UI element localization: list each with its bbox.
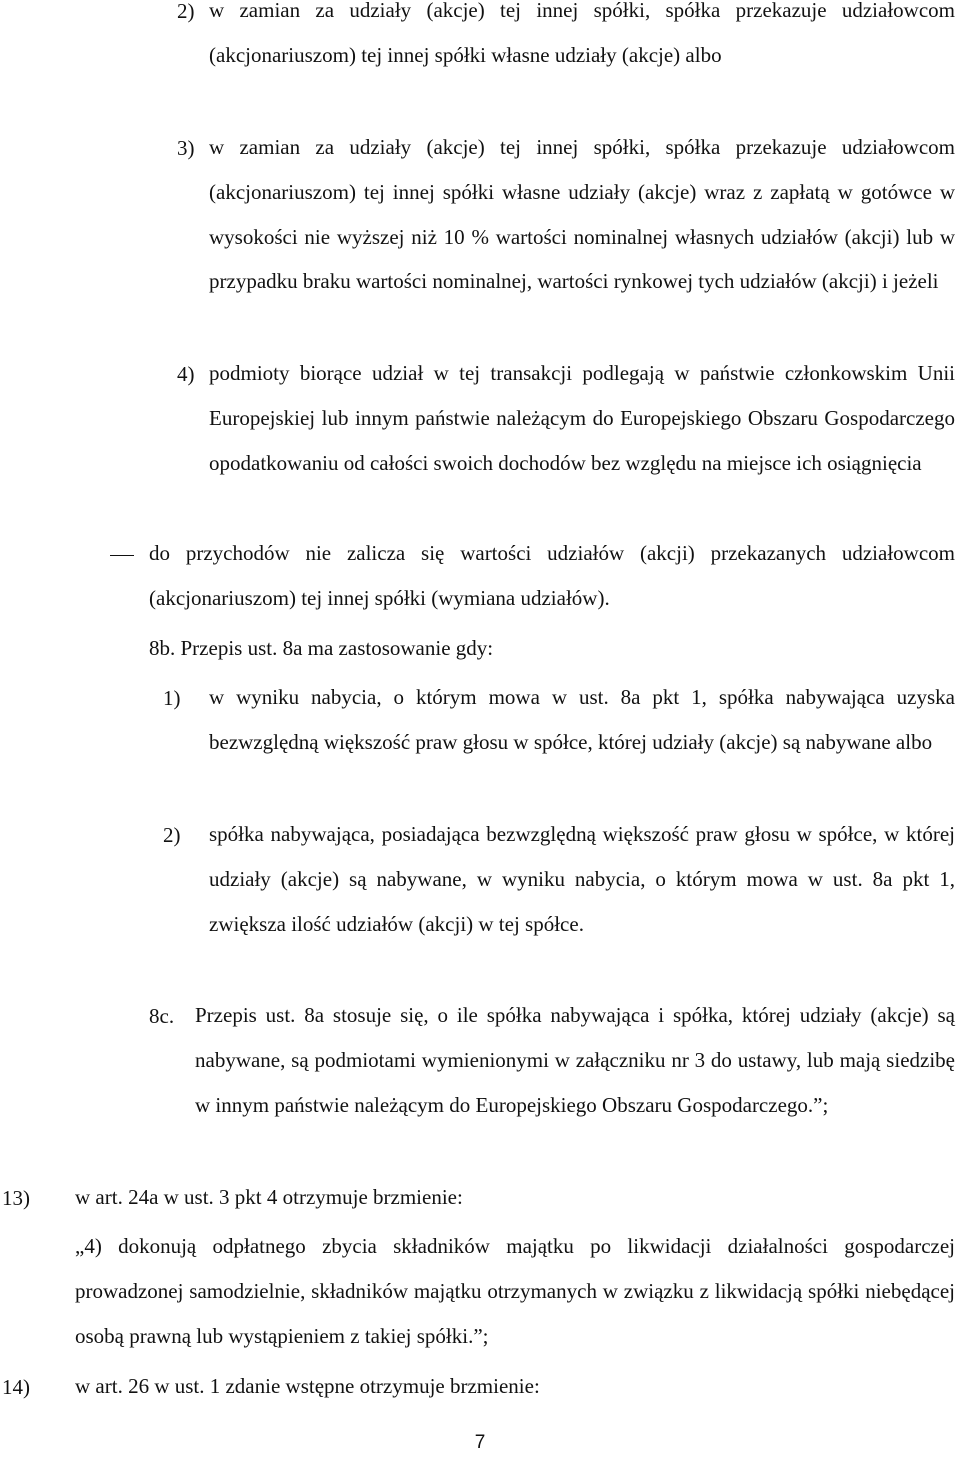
- item-8b-2-text: spółka nabywająca, posiadająca bezwzględną większość praw głosu w spółce, w której udziały (akcje) są nabywane, w wyniku nabycia, o którym mowa w ust. 8a pkt 1, zwiększa ilość udziałów (akcji) w tej spółce.: [209, 822, 955, 936]
- item-3-number: 3): [177, 136, 195, 160]
- item-2-text: w zamian za udziały (akcje) tej innej spółki, spółka przekazuje udziałowcom (akcjonariuszom) tej innej spółki własne udziały (akcje) albo: [209, 0, 955, 67]
- item-4-number: 4): [177, 362, 195, 386]
- item-8b-1-text: w wyniku nabycia, o którym mowa w ust. 8a pkt 1, spółka nabywająca uzyska bezwzględną większość praw głosu w spółce, której udziały (akcje) są nabywane albo: [209, 685, 955, 754]
- item-8b-1-number: 1): [163, 686, 181, 710]
- item-3-text: w zamian za udziały (akcje) tej innej spółki, spółka przekazuje udziałowcom (akcjonariuszom) tej innej spółki własne udziały (akcje) wraz z zapłatą w gotówce w wysokości nie wyższej niż 10 % wartości nominalnej własnych udziałów (akcji) lub w przypadku braku wartości nominalnej, wartości rynkowej tych udziałów (akcji) i jeżeli: [209, 135, 955, 294]
- paragraph-8b: 8b. Przepis ust. 8a ma zastosowanie gdy:: [149, 636, 494, 660]
- page-number: 7: [474, 1432, 486, 1453]
- dash-paragraph: do przychodów nie zalicza się wartości udziałów (akcji) przekazanych udziałowcom (akcjonariuszom) tej innej spółki (wymiana udziałów).: [149, 541, 955, 610]
- point-13-quote: „4) dokonują odpłatnego zbycia składników majątku po likwidacji działalności gospodarczej prowadzonej samodzielnie, składników majątku otrzymanych w związku z likwidacją spółki niebędącej osobą prawną lub wystąpieniem z takiej spółki.”;: [75, 1234, 955, 1348]
- item-4-text: podmioty biorące udział w tej transakcji podlegają w państwie członkowskim Unii Europejskiej lub innym państwie należącym do Europejskiego Obszaru Gospodarczego opodatkowaniu od całości swoich dochodów bez względu na miejsce ich osiągnięcia: [209, 361, 955, 475]
- item-2-number: 2): [177, 0, 195, 23]
- point-13-text: w art. 24a w ust. 3 pkt 4 otrzymuje brzmienie:: [75, 1185, 463, 1209]
- em-dash-marker: [110, 555, 134, 556]
- point-14-text: w art. 26 w ust. 1 zdanie wstępne otrzymuje brzmienie:: [75, 1374, 540, 1398]
- point-13-number: 13): [2, 1186, 30, 1210]
- item-8b-2-number: 2): [163, 823, 181, 847]
- paragraph-8c-text: Przepis ust. 8a stosuje się, o ile spółka nabywająca i spółka, której udziały (akcje) są nabywane, są podmiotami wymienionymi w załączniku nr 3 do ustawy, lub mają siedzibę w innym państwie należącym do Europejskiego Obszaru Gospodarczego.”;: [195, 1003, 955, 1117]
- paragraph-8c-number: 8c.: [149, 1004, 175, 1028]
- point-14-number: 14): [2, 1375, 30, 1399]
